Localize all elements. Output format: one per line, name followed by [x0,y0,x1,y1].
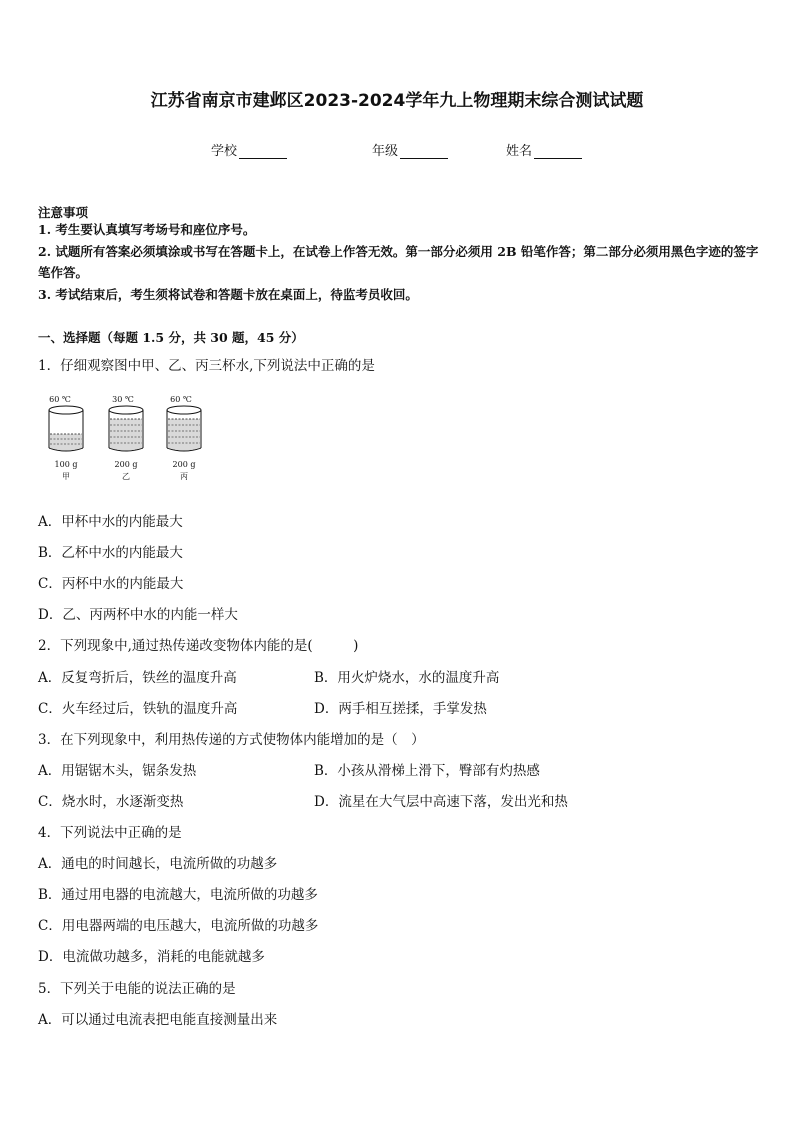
beaker-label: 乙 [122,472,130,481]
name-label: 姓名 [506,144,533,159]
option: A．用锯锯木头，锯条发热 [38,763,197,779]
option: A．通电的时间越长，电流所做的功越多 [38,856,278,872]
school-blank [239,145,287,159]
beaker-mass: 200 g [114,460,138,469]
grade-label: 年级 [372,144,399,159]
grade-blank [400,145,448,159]
question-stem: 1．仔细观察图中甲、乙、丙三杯水,下列说法中正确的是 [38,358,375,374]
note-item: 1. 考生要认真填写考场号和座位序号。 [38,222,256,237]
name-field [506,140,582,159]
beaker-bing [167,395,201,481]
beaker-mass: 100 g [54,460,78,469]
beaker-temp: 60 ℃ [49,395,71,404]
beaker-mass: 200 g [172,460,196,469]
section-heading: 一、选择题（每题 1.5 分，共 30 题，45 分） [38,330,304,345]
option: B．乙杯中水的内能最大 [38,545,183,561]
grade-field [372,140,448,159]
question-stem: 5．下列关于电能的说法正确的是 [38,981,236,997]
option: B．用火炉烧水，水的温度升高 [314,670,500,686]
option: A．反复弯折后，铁丝的温度升高 [38,670,237,686]
option: B．通过用电器的电流越大，电流所做的功越多 [38,887,318,903]
beaker-temp: 30 ℃ [112,395,134,404]
option: C．用电器两端的电压越大，电流所做的功越多 [38,918,319,934]
beaker-label: 甲 [62,472,70,481]
beaker-yi [109,395,143,481]
notes-heading: 注意事项 [38,205,89,220]
beaker-temp: 60 ℃ [170,395,192,404]
question-stem: 4．下列说法中正确的是 [38,825,182,841]
option: D．两手相互搓揉，手掌发热 [314,701,487,717]
option: D．流星在大气层中高速下落，发出光和热 [314,794,568,810]
beaker-jia [49,395,83,481]
note-item: 2. 试题所有答案必须填涂或书写在答题卡上，在试卷上作答无效。第一部分必须用 2B 铅笔作答；第二部分必须用黑色字迹的签字笔作答。 [38,244,759,280]
page-title: 江苏省南京市建邺区2023-2024学年九上物理期末综合测试试题 [150,91,644,111]
school-field [211,140,287,159]
beaker-label: 丙 [180,472,188,481]
school-label: 学校 [211,144,238,159]
option: C．烧水时，水逐渐变热 [38,794,184,810]
name-blank [534,145,582,159]
note-item: 3. 考试结束后，考生须将试卷和答题卡放在桌面上，待监考员收回。 [38,287,418,302]
option: D．乙、丙两杯中水的内能一样大 [38,607,238,623]
option: A．甲杯中水的内能最大 [38,514,183,530]
option: C．丙杯中水的内能最大 [38,576,184,592]
option: C．火车经过后，铁轨的温度升高 [38,701,238,717]
question-stem: 3．在下列现象中，利用热传递的方式使物体内能增加的是（ ） [38,732,425,748]
question-stem: 2．下列现象中,通过热传递改变物体内能的是( ) [38,638,359,654]
beaker-figure [38,392,218,484]
option: D．电流做功越多，消耗的电能就越多 [38,949,265,965]
option: A．可以通过电流表把电能直接测量出来 [38,1012,278,1028]
option: B．小孩从滑梯上滑下，臀部有灼热感 [314,763,540,779]
